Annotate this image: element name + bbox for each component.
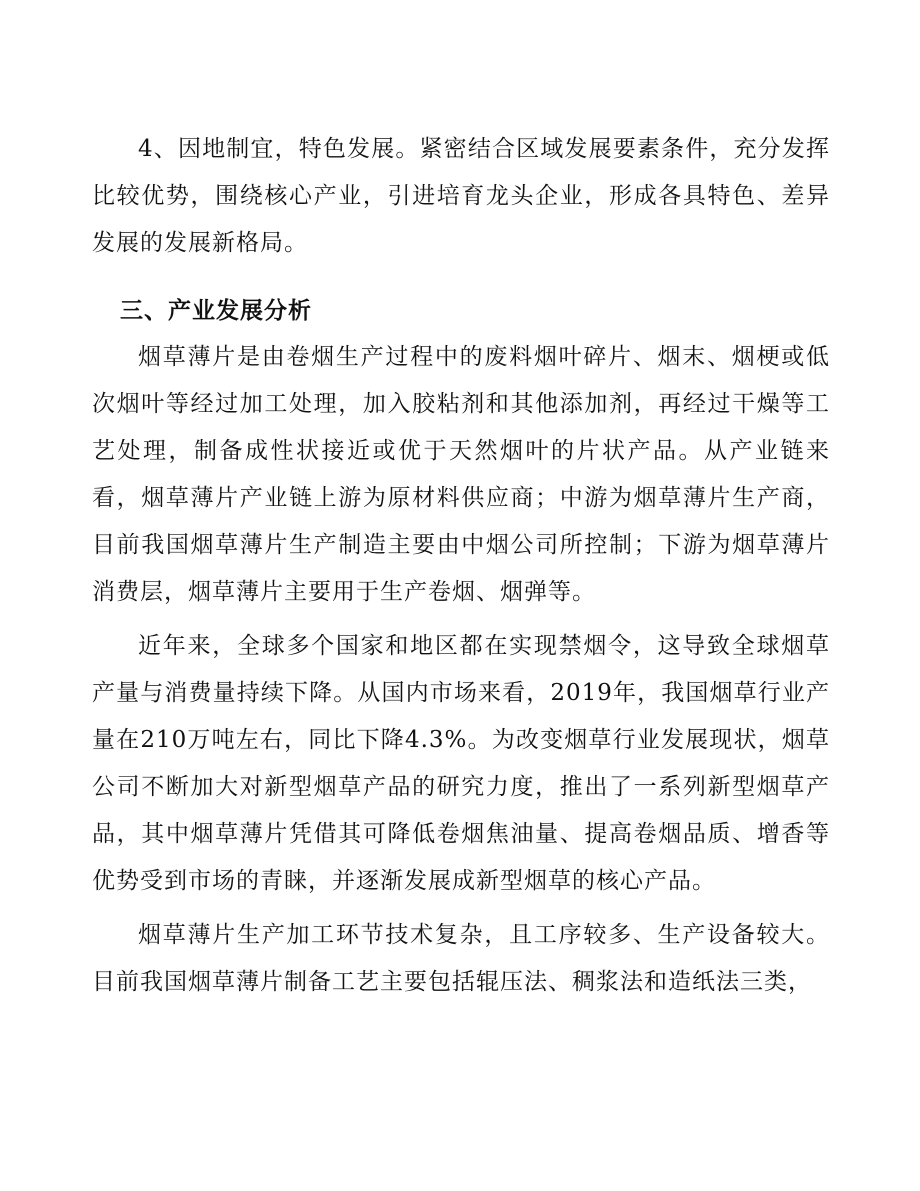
- paragraph-principle-4: 4、因地制宜，特色发展。紧密结合区域发展要素条件，充分发挥比较优势，围绕核心产业，引进培育龙头企业，形成各具特色、差异发展的发展新格局。: [92, 136, 830, 256]
- document-body: [92, 126, 830, 1013]
- section-heading: 三、产业发展分析: [120, 297, 312, 324]
- paragraph-market: 近年来，全球多个国家和地区都在实现禁烟令，这导致全球烟草产量与消费量持续下降。从国内市场来看，2019年，我国烟草行业产量在210万吨左右，同比下降4.3%。为改变烟草行业发展现状，烟草公司不断加大对新型烟草产品的研究力度，推出了一系列新型烟草产品，其中烟草薄片凭借其可降低卷烟焦油量、提高卷烟品质、增香等优势受到市场的青睐，并逐渐发展成新型烟草的核心产品。: [92, 633, 830, 894]
- paragraph-definition: 烟草薄片是由卷烟生产过程中的废料烟叶碎片、烟末、烟梗或低次烟叶等经过加工处理，加入胶粘剂和其他添加剂，再经过干燥等工艺处理，制备成性状接近或优于天然烟叶的片状产品。从产业链来看，烟草薄片产业链上游为原材料供应商；中游为烟草薄片生产商，目前我国烟草薄片生产制造主要由中烟公司所控制；下游为烟草薄片消费层，烟草薄片主要用于生产卷烟、烟弹等。: [92, 344, 830, 605]
- paragraph-process: 烟草薄片生产加工环节技术复杂，且工序较多、生产设备较大。目前我国烟草薄片制备工艺主要包括辊压法、稠浆法和造纸法三类，: [92, 922, 830, 995]
